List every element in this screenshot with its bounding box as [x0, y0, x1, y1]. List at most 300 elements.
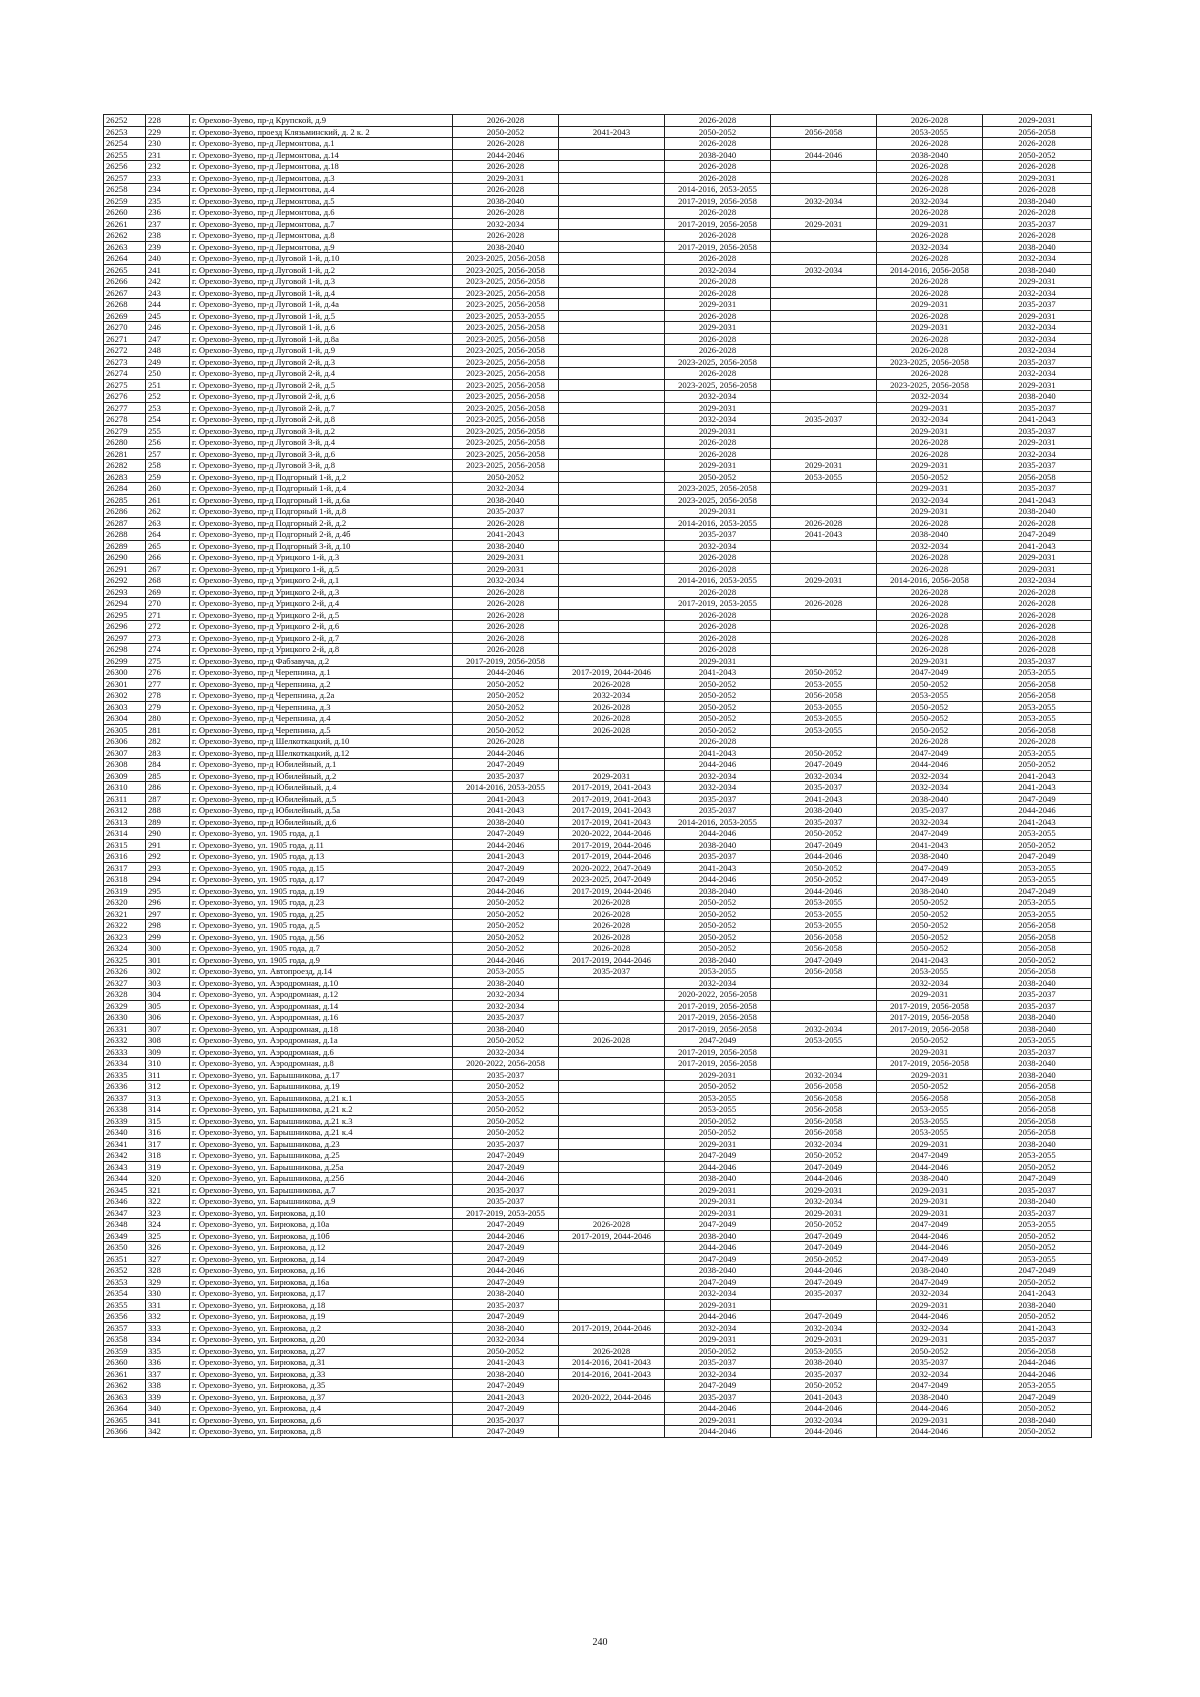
period-3-cell: 2050-2052: [665, 931, 771, 943]
period-6-cell: 2029-2031: [983, 552, 1092, 564]
period-6-cell: 2047-2049: [983, 793, 1092, 805]
period-6-cell: 2056-2058: [983, 966, 1092, 978]
address-cell: г. Орехово-Зуево, ул. Барышникова, д.9: [190, 1196, 453, 1208]
row-number-cell: 26354: [104, 1288, 146, 1300]
period-2-cell: [559, 437, 665, 449]
table-row: [104, 1265, 1092, 1277]
table-row: [104, 598, 1092, 610]
period-3-cell: 2032-2034: [665, 264, 771, 276]
row-number-cell: 26311: [104, 793, 146, 805]
row-number-cell: 26337: [104, 1092, 146, 1104]
table-row: [104, 920, 1092, 932]
item-number-cell: 265: [146, 540, 190, 552]
period-2-cell: 2017-2019, 2044-2046: [559, 1322, 665, 1334]
period-6-cell: 2029-2031: [983, 172, 1092, 184]
period-1-cell: 2026-2028: [453, 184, 559, 196]
period-6-cell: 2026-2028: [983, 161, 1092, 173]
period-3-cell: 2029-2031: [665, 1334, 771, 1346]
period-2-cell: [559, 1265, 665, 1277]
item-number-cell: 288: [146, 805, 190, 817]
row-number-cell: 26285: [104, 494, 146, 506]
period-6-cell: 2026-2028: [983, 184, 1092, 196]
period-2-cell: [559, 632, 665, 644]
period-6-cell: 2050-2052: [983, 1230, 1092, 1242]
period-5-cell: 2026-2028: [877, 517, 983, 529]
period-2-cell: 2017-2019, 2044-2046: [559, 839, 665, 851]
period-5-cell: 2026-2028: [877, 552, 983, 564]
address-cell: г. Орехово-Зуево, ул. Бирюкова, д.2: [190, 1322, 453, 1334]
period-3-cell: 2026-2028: [665, 609, 771, 621]
item-number-cell: 304: [146, 989, 190, 1001]
period-5-cell: 2029-2031: [877, 1138, 983, 1150]
period-2-cell: 2020-2022, 2044-2046: [559, 1391, 665, 1403]
period-6-cell: 2056-2058: [983, 471, 1092, 483]
item-number-cell: 303: [146, 977, 190, 989]
address-cell: г. Орехово-Зуево, ул. Бирюкова, д.16: [190, 1265, 453, 1277]
period-2-cell: [559, 1092, 665, 1104]
period-2-cell: [559, 195, 665, 207]
period-3-cell: 2050-2052: [665, 126, 771, 138]
address-cell: г. Орехово-Зуево, ул. Аэродромная, д.1а: [190, 1035, 453, 1047]
period-5-cell: 2044-2046: [877, 1230, 983, 1242]
item-number-cell: 321: [146, 1184, 190, 1196]
period-3-cell: 2029-2031: [665, 322, 771, 334]
period-3-cell: 2023-2025, 2056-2058: [665, 483, 771, 495]
period-6-cell: 2035-2037: [983, 1334, 1092, 1346]
period-3-cell: 2026-2028: [665, 586, 771, 598]
period-1-cell: 2044-2046: [453, 667, 559, 679]
period-4-cell: 2044-2046: [771, 1265, 877, 1277]
period-4-cell: [771, 506, 877, 518]
period-2-cell: 2014-2016, 2041-2043: [559, 1357, 665, 1369]
row-number-cell: 26330: [104, 1012, 146, 1024]
period-5-cell: 2050-2052: [877, 1345, 983, 1357]
address-cell: г. Орехово-Зуево, пр-д Урицкого 2-й, д.6: [190, 621, 453, 633]
address-cell: г. Орехово-Зуево, пр-д Юбилейный, д.2: [190, 770, 453, 782]
period-1-cell: 2026-2028: [453, 736, 559, 748]
period-4-cell: [771, 138, 877, 150]
period-4-cell: 2032-2034: [771, 1196, 877, 1208]
period-3-cell: 2026-2028: [665, 138, 771, 150]
period-4-cell: [771, 448, 877, 460]
period-5-cell: 2038-2040: [877, 1265, 983, 1277]
period-5-cell: 2053-2055: [877, 690, 983, 702]
period-6-cell: 2038-2040: [983, 1196, 1092, 1208]
row-number-cell: 26258: [104, 184, 146, 196]
table-row: [104, 1403, 1092, 1415]
period-4-cell: 2050-2052: [771, 828, 877, 840]
table-row: [104, 770, 1092, 782]
period-6-cell: 2053-2055: [983, 828, 1092, 840]
item-number-cell: 270: [146, 598, 190, 610]
period-5-cell: 2050-2052: [877, 1081, 983, 1093]
period-3-cell: 2047-2049: [665, 1219, 771, 1231]
period-2-cell: [559, 425, 665, 437]
table-row: [104, 851, 1092, 863]
period-5-cell: 2029-2031: [877, 460, 983, 472]
period-3-cell: 2035-2037: [665, 793, 771, 805]
period-1-cell: 2026-2028: [453, 517, 559, 529]
period-2-cell: [559, 1414, 665, 1426]
period-2-cell: [559, 759, 665, 771]
period-3-cell: 2029-2031: [665, 425, 771, 437]
address-cell: г. Орехово-Зуево, ул. 1905 года, д.11: [190, 839, 453, 851]
period-4-cell: [771, 1299, 877, 1311]
row-number-cell: 26300: [104, 667, 146, 679]
row-number-cell: 26266: [104, 276, 146, 288]
period-1-cell: 2035-2037: [453, 1069, 559, 1081]
period-4-cell: [771, 310, 877, 322]
address-cell: г. Орехово-Зуево, пр-д Лермонтова, д.9: [190, 241, 453, 253]
row-number-cell: 26298: [104, 644, 146, 656]
period-2-cell: [559, 207, 665, 219]
row-number-cell: 26323: [104, 931, 146, 943]
period-2-cell: 2026-2028: [559, 678, 665, 690]
table-row: [104, 1276, 1092, 1288]
period-2-cell: [559, 1161, 665, 1173]
period-6-cell: 2056-2058: [983, 1092, 1092, 1104]
period-2-cell: [559, 149, 665, 161]
item-number-cell: 307: [146, 1023, 190, 1035]
period-6-cell: 2029-2031: [983, 276, 1092, 288]
item-number-cell: 330: [146, 1288, 190, 1300]
table-row: [104, 379, 1092, 391]
period-3-cell: 2026-2028: [665, 115, 771, 127]
period-1-cell: 2035-2037: [453, 1196, 559, 1208]
period-2-cell: 2017-2019, 2044-2046: [559, 1230, 665, 1242]
table-row: [104, 414, 1092, 426]
item-number-cell: 290: [146, 828, 190, 840]
item-number-cell: 259: [146, 471, 190, 483]
period-6-cell: 2056-2058: [983, 690, 1092, 702]
table-row: [104, 782, 1092, 794]
period-1-cell: 2023-2025, 2056-2058: [453, 253, 559, 265]
table-row: [104, 644, 1092, 656]
period-1-cell: 2047-2049: [453, 1403, 559, 1415]
address-cell: г. Орехово-Зуево, пр-д Лермонтова, д.14: [190, 149, 453, 161]
period-6-cell: 2041-2043: [983, 782, 1092, 794]
table-row: [104, 563, 1092, 575]
period-4-cell: 2029-2031: [771, 575, 877, 587]
period-2-cell: 2029-2031: [559, 770, 665, 782]
table-row: [104, 874, 1092, 886]
period-1-cell: 2047-2049: [453, 759, 559, 771]
address-cell: г. Орехово-Зуево, пр-д Подгорный 1-й, д.8: [190, 506, 453, 518]
period-5-cell: 2029-2031: [877, 1299, 983, 1311]
period-5-cell: 2026-2028: [877, 563, 983, 575]
period-6-cell: 2038-2040: [983, 1012, 1092, 1024]
period-4-cell: [771, 276, 877, 288]
period-5-cell: 2047-2049: [877, 1219, 983, 1231]
period-2-cell: 2026-2028: [559, 1345, 665, 1357]
period-4-cell: 2035-2037: [771, 1288, 877, 1300]
period-2-cell: [559, 736, 665, 748]
period-5-cell: 2026-2028: [877, 598, 983, 610]
row-number-cell: 26297: [104, 632, 146, 644]
table-row: [104, 1196, 1092, 1208]
address-cell: г. Орехово-Зуево, ул. Бирюкова, д.18: [190, 1299, 453, 1311]
item-number-cell: 328: [146, 1265, 190, 1277]
address-cell: г. Орехово-Зуево, ул. Аэродромная, д.10: [190, 977, 453, 989]
period-5-cell: 2026-2028: [877, 138, 983, 150]
period-5-cell: 2017-2019, 2056-2058: [877, 1000, 983, 1012]
row-number-cell: 26349: [104, 1230, 146, 1242]
period-3-cell: 2017-2019, 2056-2058: [665, 195, 771, 207]
period-4-cell: [771, 736, 877, 748]
address-cell: г. Орехово-Зуево, ул. 1905 года, д.5: [190, 920, 453, 932]
row-number-cell: 26319: [104, 885, 146, 897]
period-5-cell: 2032-2034: [877, 494, 983, 506]
period-6-cell: 2026-2028: [983, 621, 1092, 633]
item-number-cell: 340: [146, 1403, 190, 1415]
table-row: [104, 805, 1092, 817]
period-3-cell: 2047-2049: [665, 1253, 771, 1265]
period-5-cell: 2035-2037: [877, 805, 983, 817]
period-3-cell: 2035-2037: [665, 851, 771, 863]
period-5-cell: 2029-2031: [877, 1334, 983, 1346]
period-6-cell: 2056-2058: [983, 943, 1092, 955]
item-number-cell: 339: [146, 1391, 190, 1403]
item-number-cell: 342: [146, 1426, 190, 1438]
period-2-cell: 2026-2028: [559, 713, 665, 725]
period-4-cell: [771, 483, 877, 495]
period-4-cell: [771, 552, 877, 564]
period-3-cell: 2044-2046: [665, 1242, 771, 1254]
item-number-cell: 298: [146, 920, 190, 932]
period-5-cell: 2053-2055: [877, 966, 983, 978]
row-number-cell: 26313: [104, 816, 146, 828]
period-3-cell: 2026-2028: [665, 736, 771, 748]
address-cell: г. Орехово-Зуево, пр-д Черепнина, д.5: [190, 724, 453, 736]
item-number-cell: 331: [146, 1299, 190, 1311]
period-1-cell: 2050-2052: [453, 1345, 559, 1357]
period-2-cell: [559, 1403, 665, 1415]
row-number-cell: 26336: [104, 1081, 146, 1093]
period-3-cell: 2053-2055: [665, 1104, 771, 1116]
table-row: [104, 667, 1092, 679]
period-2-cell: [559, 563, 665, 575]
period-1-cell: 2029-2031: [453, 172, 559, 184]
period-5-cell: 2029-2031: [877, 1046, 983, 1058]
period-3-cell: 2026-2028: [665, 207, 771, 219]
address-cell: г. Орехово-Зуево, пр-д Подгорный 2-й, д.2: [190, 517, 453, 529]
address-cell: г. Орехово-Зуево, пр-д Подгорный 1-й, д.6а: [190, 494, 453, 506]
period-3-cell: 2050-2052: [665, 897, 771, 909]
period-2-cell: [559, 977, 665, 989]
item-number-cell: 323: [146, 1207, 190, 1219]
period-6-cell: 2032-2034: [983, 322, 1092, 334]
period-6-cell: 2035-2037: [983, 299, 1092, 311]
row-number-cell: 26294: [104, 598, 146, 610]
period-3-cell: 2050-2052: [665, 920, 771, 932]
period-4-cell: [771, 184, 877, 196]
row-number-cell: 26358: [104, 1334, 146, 1346]
period-4-cell: [771, 437, 877, 449]
item-number-cell: 229: [146, 126, 190, 138]
item-number-cell: 261: [146, 494, 190, 506]
row-number-cell: 26331: [104, 1023, 146, 1035]
period-3-cell: 2014-2016, 2053-2055: [665, 517, 771, 529]
row-number-cell: 26265: [104, 264, 146, 276]
period-2-cell: [559, 299, 665, 311]
period-4-cell: 2026-2028: [771, 517, 877, 529]
period-6-cell: 2053-2055: [983, 1380, 1092, 1392]
period-3-cell: 2032-2034: [665, 1368, 771, 1380]
table-row: [104, 195, 1092, 207]
period-2-cell: [559, 1207, 665, 1219]
period-6-cell: 2026-2028: [983, 207, 1092, 219]
period-6-cell: 2026-2028: [983, 517, 1092, 529]
period-5-cell: 2038-2040: [877, 793, 983, 805]
period-1-cell: 2050-2052: [453, 1081, 559, 1093]
period-3-cell: 2044-2046: [665, 874, 771, 886]
period-5-cell: 2029-2031: [877, 483, 983, 495]
period-2-cell: [559, 1012, 665, 1024]
period-1-cell: 2041-2043: [453, 805, 559, 817]
item-number-cell: 292: [146, 851, 190, 863]
period-2-cell: [559, 253, 665, 265]
period-1-cell: 2053-2055: [453, 966, 559, 978]
table-row: [104, 885, 1092, 897]
period-1-cell: 2050-2052: [453, 1115, 559, 1127]
period-2-cell: 2017-2019, 2044-2046: [559, 851, 665, 863]
address-cell: г. Орехово-Зуево, ул. Барышникова, д.21 к.2: [190, 1104, 453, 1116]
period-4-cell: 2050-2052: [771, 1253, 877, 1265]
item-number-cell: 277: [146, 678, 190, 690]
row-number-cell: 26287: [104, 517, 146, 529]
address-cell: г. Орехово-Зуево, ул. 1905 года, д.56: [190, 931, 453, 943]
period-5-cell: 2029-2031: [877, 655, 983, 667]
period-4-cell: 2050-2052: [771, 1150, 877, 1162]
period-3-cell: 2032-2034: [665, 977, 771, 989]
period-6-cell: 2056-2058: [983, 1104, 1092, 1116]
row-number-cell: 26364: [104, 1403, 146, 1415]
period-5-cell: 2026-2028: [877, 184, 983, 196]
period-4-cell: 2053-2055: [771, 920, 877, 932]
table-row: [104, 632, 1092, 644]
period-2-cell: 2014-2016, 2041-2043: [559, 1368, 665, 1380]
table-row: [104, 759, 1092, 771]
row-number-cell: 26321: [104, 908, 146, 920]
table-row: [104, 1426, 1092, 1438]
row-number-cell: 26279: [104, 425, 146, 437]
address-cell: г. Орехово-Зуево, пр-д Урицкого 2-й, д.1: [190, 575, 453, 587]
table-row: [104, 989, 1092, 1001]
address-cell: г. Орехово-Зуево, пр-д Луговой 1-й, д.9: [190, 345, 453, 357]
period-3-cell: 2014-2016, 2053-2055: [665, 816, 771, 828]
row-number-cell: 26267: [104, 287, 146, 299]
item-number-cell: 282: [146, 736, 190, 748]
item-number-cell: 233: [146, 172, 190, 184]
row-number-cell: 26344: [104, 1173, 146, 1185]
row-number-cell: 26284: [104, 483, 146, 495]
period-6-cell: 2053-2055: [983, 1035, 1092, 1047]
period-4-cell: [771, 1058, 877, 1070]
period-5-cell: 2026-2028: [877, 253, 983, 265]
table-row: [104, 483, 1092, 495]
period-3-cell: 2050-2052: [665, 943, 771, 955]
period-1-cell: 2050-2052: [453, 920, 559, 932]
address-cell: г. Орехово-Зуево, пр-д Луговой 3-й, д.2: [190, 425, 453, 437]
address-cell: г. Орехово-Зуево, пр-д Луговой 1-й, д.10: [190, 253, 453, 265]
item-number-cell: 248: [146, 345, 190, 357]
table-row: [104, 1207, 1092, 1219]
period-6-cell: 2050-2052: [983, 1426, 1092, 1438]
period-5-cell: 2053-2055: [877, 1104, 983, 1116]
period-5-cell: 2047-2049: [877, 1150, 983, 1162]
period-1-cell: 2047-2049: [453, 1219, 559, 1231]
period-3-cell: 2029-2031: [665, 1184, 771, 1196]
period-3-cell: 2038-2040: [665, 1265, 771, 1277]
address-cell: г. Орехово-Зуево, пр-д Лермонтова, д.6: [190, 207, 453, 219]
period-5-cell: 2050-2052: [877, 713, 983, 725]
period-6-cell: 2041-2043: [983, 1288, 1092, 1300]
period-1-cell: 2044-2046: [453, 149, 559, 161]
period-4-cell: 2044-2046: [771, 1426, 877, 1438]
period-4-cell: [771, 172, 877, 184]
period-4-cell: [771, 425, 877, 437]
period-2-cell: 2017-2019, 2041-2043: [559, 793, 665, 805]
period-4-cell: 2047-2049: [771, 1311, 877, 1323]
period-2-cell: [559, 529, 665, 541]
period-3-cell: 2044-2046: [665, 1426, 771, 1438]
period-3-cell: 2050-2052: [665, 713, 771, 725]
period-5-cell: 2044-2046: [877, 1311, 983, 1323]
period-1-cell: 2023-2025, 2056-2058: [453, 322, 559, 334]
item-number-cell: 254: [146, 414, 190, 426]
period-5-cell: 2050-2052: [877, 908, 983, 920]
address-cell: г. Орехово-Зуево, ул. Барышникова, д.25б: [190, 1173, 453, 1185]
period-1-cell: 2032-2034: [453, 1046, 559, 1058]
period-3-cell: 2035-2037: [665, 529, 771, 541]
table-row: [104, 287, 1092, 299]
period-4-cell: [771, 989, 877, 1001]
period-3-cell: 2050-2052: [665, 690, 771, 702]
period-5-cell: 2023-2025, 2056-2058: [877, 379, 983, 391]
period-4-cell: [771, 1046, 877, 1058]
row-number-cell: 26293: [104, 586, 146, 598]
period-1-cell: 2050-2052: [453, 724, 559, 736]
table-row: [104, 828, 1092, 840]
period-3-cell: 2029-2031: [665, 1069, 771, 1081]
period-3-cell: 2017-2019, 2056-2058: [665, 1058, 771, 1070]
item-number-cell: 289: [146, 816, 190, 828]
address-cell: г. Орехово-Зуево, пр-д Луговой 2-й, д.8: [190, 414, 453, 426]
row-number-cell: 26315: [104, 839, 146, 851]
table-row: [104, 713, 1092, 725]
period-6-cell: 2053-2055: [983, 747, 1092, 759]
item-number-cell: 294: [146, 874, 190, 886]
period-2-cell: [559, 310, 665, 322]
period-2-cell: [559, 115, 665, 127]
period-5-cell: 2044-2046: [877, 1242, 983, 1254]
period-5-cell: 2047-2049: [877, 1380, 983, 1392]
table-row: [104, 552, 1092, 564]
item-number-cell: 266: [146, 552, 190, 564]
row-number-cell: 26292: [104, 575, 146, 587]
period-6-cell: 2056-2058: [983, 1345, 1092, 1357]
period-2-cell: [559, 356, 665, 368]
period-4-cell: 2029-2031: [771, 460, 877, 472]
table-row: [104, 299, 1092, 311]
period-3-cell: 2038-2040: [665, 885, 771, 897]
period-2-cell: [559, 1276, 665, 1288]
period-4-cell: 2050-2052: [771, 667, 877, 679]
address-cell: г. Орехово-Зуево, пр-д Урицкого 2-й, д.3: [190, 586, 453, 598]
period-6-cell: 2053-2055: [983, 874, 1092, 886]
period-1-cell: 2050-2052: [453, 126, 559, 138]
row-number-cell: 26261: [104, 218, 146, 230]
